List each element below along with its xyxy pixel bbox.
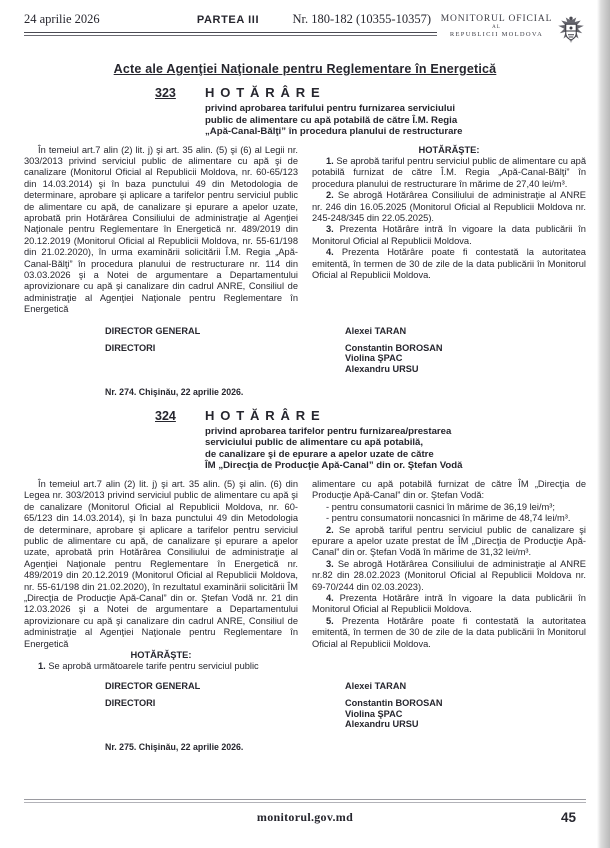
signature-role: DIRECTORI (105, 697, 156, 708)
decree-324 (24, 408, 586, 752)
tariff-line: - pentru consumatorii noncasnici în mărime de 48,74 lei/m³. (326, 513, 571, 524)
signature-name: Alexei TARAN (345, 325, 407, 336)
decree-subtitle-line: privind aprobarea tarifului pentru furnizarea serviciului (205, 103, 456, 114)
gazette-website: monitorul.gov.md (256, 810, 354, 824)
decree-subtitle-line: privind aprobarea tarifelor pentru furnizarea/prestarea (205, 425, 452, 437)
moldova-coat-of-arms-icon (556, 14, 586, 48)
item-number: 2. (326, 524, 334, 535)
gazette-part: PARTEA III (196, 14, 260, 26)
decree-item (312, 559, 586, 593)
item-number: 4. (326, 593, 334, 604)
decree-subtitle-line: serviciului public de alimentare cu apă potabilă, (205, 437, 424, 449)
item-text: Prezenta Hotărâre intră în vigoare la data publicării în Monitorul Oficial al Republicii Moldova. (312, 224, 586, 246)
decree-intro: În temeiul art.7 alin (2) lit. j) şi art. 35 alin. (5) şi (6) al Legii nr. 303/2013 privind serviciul public de alimentare cu apă şi de canalizare (Monitorul Oficial al Republicii Moldova, nr. 60-65/123 din 14.03.2014) şi în baza punctului 49 din Metodologia de determinare, aprobare şi aplicare a tarifelor pentru serviciul public de alimentare cu apă, de canalizare şi epurare a apelor uzate, aprobată prin Hotărârea Consiliului de administraţie al Agenţiei Naţionale pentru Reglementare în Energetică nr. 489/2019 din 20.12.2019 (Monitorul Oficial al Republicii Moldova, nr. 55-61/198 din 21.02.2020), în urma examinării solicitării Î.M. Regia „Apă-Canal-Bălţi” în procedura planului de restructurare nr. 114 din 03.03.2026 şi a Notei de argumentare a Departamentului aprovizionare cu apă şi canalizare din cadrul ANRE, Consiliul de administraţie al Agenţiei Naţionale pentru Reglementare în Energetică (24, 144, 298, 315)
item-number: 3. (326, 558, 334, 569)
item-text: Se aprobă următoarele tarife pentru serviciul public (48, 661, 259, 672)
item-number: 1. (326, 155, 334, 166)
issue-date: 24 aprilie 2026 (24, 12, 100, 26)
item-number: 4. (326, 247, 334, 258)
decree-subtitle-line: public de alimentare cu apă potabilă de către Î.M. Regia (205, 114, 458, 126)
item-text: Prezenta Hotărâre intră în vigoare la data publicării în Monitorul Oficial al Republicii Moldova. (312, 593, 586, 615)
page-footer (24, 799, 586, 828)
signature-block (24, 326, 586, 375)
decree-item (312, 593, 586, 616)
issue-number: Nr. 180-182 (10355-10357) (292, 12, 431, 26)
decree-note: Nr. 275. Chişinău, 22 aprilie 2026. (105, 742, 244, 753)
decree-right-column (312, 145, 586, 316)
signature-name: Alexandru URSU (345, 364, 419, 375)
signature-name: Alexei TARAN (345, 680, 407, 691)
item-text: Prezenta Hotărâre poate fi contestată la autoritatea emitentă, în termen de 30 de zile de la data publicării în Monitorul Oficial al Republicii Moldova. (312, 247, 586, 280)
footer-rule (24, 799, 586, 803)
decree-type: HOTĂRÂRE (205, 407, 326, 423)
item-number: 3. (326, 224, 334, 235)
signature-role: DIRECTOR GENERAL (105, 680, 201, 691)
item-number: 1. (38, 661, 46, 672)
item-text: Se abrogă Hotărârea Consiliului de administraţie al ANRE nr. 246 din 16.05.2025 (Monitorul Oficial al Republicii Moldova nr. 245-248/345 din 22.05.2025). (312, 190, 586, 223)
decree-number: 323 (155, 86, 176, 100)
item-text: Se abrogă Hotărârea Consiliului de administraţie al ANRE nr.82 din 28.02.2023 (Monitorul Oficial al Republicii Moldova nr. 69-70/244 din 02.03.2023). (312, 558, 586, 592)
signature-name: Alexandru URSU (345, 719, 419, 730)
decree-left-column (24, 145, 298, 316)
decree-intro: În temeiul art.7 alin (2) lit. j) şi art. 35 alin. (5) şi alin. (6) din Legea nr. 303/2013 privind serviciul public de alimentare cu apă şi de canalizare (Monitorul Oficial al Republicii Moldova, nr. 60-65/123 din 14.03.2014), şi în baza punctului 49 din Metodologia de determinare, aprobare şi aplicare a tarifelor pentru serviciul public de alimentare cu apă, de canalizare şi epurare a apelor uzate, aprobată prin Hotărârea Consiliului de administraţie al Agenţiei Naţionale pentru Reglementare în Energetică nr. 489/2019 din 20.12.2019 (Monitorul Oficial al Republicii Moldova, nr. 55-61/198 din 21.02.2020), în rezultatul examinării solicitării ÎM „Direcţia de Producţie Apă-Canal” din or. Ştefan Vodă nr. 21 din 12.03.2026 şi a Notei de argumentare a Departamentului aprovizionare cu apă şi canalizare din cadrul ANRE, Consiliul de administraţie al Agenţiei Naţionale pentru Reglementare în Energetică (24, 478, 298, 649)
scanned-page-edge (597, 0, 610, 848)
decree-item (312, 247, 586, 281)
decree-subtitle-line: ÎM „Direcţia de Producţie Apă-Canal” din or. Ştefan Vodă (205, 460, 463, 472)
decree-item (312, 156, 586, 190)
resolves-heading: HOTĂRĂŞTE: (418, 144, 480, 155)
decree-type: HOTĂRÂRE (205, 85, 326, 100)
signature-name: Constantin BOROSAN (345, 342, 443, 353)
header-rule (24, 32, 437, 36)
page-number: 45 (560, 810, 576, 825)
decree-item (312, 190, 586, 224)
decree-number: 324 (155, 408, 176, 423)
signature-name: Constantin BOROSAN (345, 697, 443, 708)
decree-item (24, 661, 298, 672)
tariff-line: - pentru consumatorii casnici în mărime de 36,19 lei/m³; (326, 501, 555, 512)
item-text: Se aprobă tariful pentru serviciul public de alimentare cu apă potabilă furnizat de către Î.M. Regia „Apă-Canal-Bălţi” în procedura planului de restructurare în mărime de 27,40 lei/m³. (312, 155, 586, 189)
masthead-al: AL (492, 25, 501, 30)
item-text: Se aprobă tariful pentru serviciul public de canalizare şi epurare a apelor uzate prestat de ÎM „Direcţia de Producţie Apă-Canal” din or. Ştefan Vodă în mărime de 31,32 lei/m³. (312, 524, 586, 558)
decree-item (312, 616, 586, 650)
decree-323 (24, 85, 586, 397)
resolves-heading: HOTĂRĂŞTE: (130, 650, 192, 661)
section-title: Acte ale Agenţiei Naţionale pentru Reglementare în Energetică (113, 62, 497, 76)
item-text: Prezenta Hotărâre poate fi contestată la autoritatea emitentă, în termen de 30 de zile de la data publicării în Monitorul Oficial al Republicii Moldova. (312, 615, 586, 649)
decree-subtitle-line: de canalizare şi de epurare a apelor uzate de către (205, 448, 434, 460)
decree-right-column (312, 479, 586, 673)
signature-role: DIRECTORI (105, 342, 156, 353)
decree-left-column (24, 479, 298, 673)
masthead-title: MONITORUL OFICIAL (440, 14, 553, 24)
signature-name: Violina ŞPAC (345, 353, 403, 364)
masthead-subtitle: REPUBLICII MOLDOVA (449, 31, 544, 38)
item-continuation: alimentare cu apă potabilă furnizat de către ÎM „Direcţia de Producţie Apă-Canal” din or. Ştefan Vodă: (312, 478, 586, 501)
decree-item (312, 224, 586, 247)
item-number: 5. (326, 615, 334, 626)
masthead (437, 12, 586, 48)
signature-name: Violina ŞPAC (345, 708, 403, 719)
page-header (24, 12, 586, 48)
signature-role: DIRECTOR GENERAL (105, 325, 201, 336)
decree-item (312, 525, 586, 559)
signature-block (24, 681, 586, 730)
item-number: 2. (326, 190, 334, 201)
decree-subtitle-line: „Apă-Canal-Bălţi” în procedura planului de restructurare (205, 126, 463, 137)
decree-note: Nr. 274. Chişinău, 22 aprilie 2026. (105, 386, 244, 397)
